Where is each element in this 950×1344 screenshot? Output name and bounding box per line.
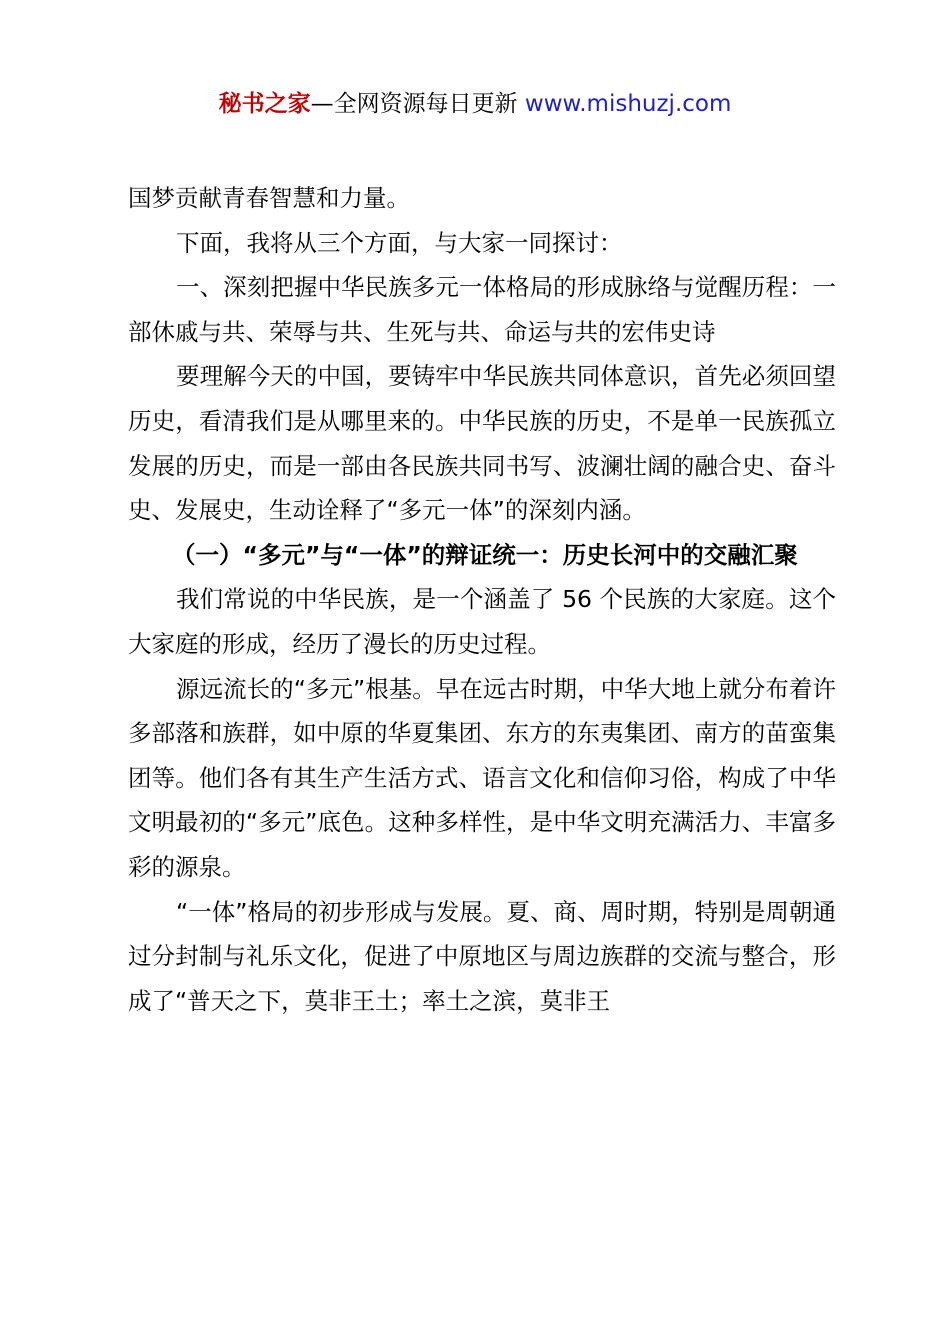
site-url[interactable]: www.mishuzj.com — [524, 91, 732, 117]
paragraph-continuation: 国梦贡献青春智慧和力量。 — [128, 184, 410, 212]
paragraph-history: 要理解今天的中国，要铸牢中华民族共同体意识，首先必须回望历史，看清我们是从哪里来的。中华民族的历史，不是单一民族孤立发展的历史，而是一部由各民族共同书写、波澜壮阔的融合史、奋斗史、发展史，生动诠释了“多元一体”的深刻内涵。 — [128, 362, 836, 525]
paragraph-family: 我们常说的中华民族，是一个涵盖了 56 个民族的大家庭。这个大家庭的形成，经历了漫长的历史过程。 — [128, 585, 836, 658]
paragraph-unity: “一体”格局的初步形成与发展。夏、商、周时期，特别是周朝通过分封制与礼乐文化，促进了中原地区与周边族群的交流与整合，形成了“普天之下，莫非王土；率土之滨，莫非王 — [128, 897, 836, 1015]
section-heading-1: 一、深刻把握中华民族多元一体格局的形成脉络与觉醒历程：一部休戚与共、荣辱与共、生死与共、命运与共的宏伟史诗 — [128, 273, 836, 346]
subsection-heading-1: （一）“多元”与“一体”的辩证统一：历史长河中的交融汇聚 — [172, 540, 798, 569]
document-body — [128, 176, 836, 1023]
brand-name: 秘书之家 — [218, 91, 311, 117]
header-tagline: —全网资源每日更新 — [310, 91, 525, 117]
paragraph-intro: 下面，我将从三个方面，与大家一同探讨： — [176, 228, 623, 257]
paragraph-diversity: 源远流长的“多元”根基。早在远古时期，中华大地上就分布着许多部落和族群，如中原的华夏集团、东方的东夷集团、南方的苗蛮集团等。他们各有其生产生活方式、语言文化和信仰习俗，构成了中华文明最初的“多元”底色。这种多样性，是中华文明充满活力、丰富多彩的源泉。 — [128, 674, 836, 881]
site-header — [0, 86, 950, 122]
